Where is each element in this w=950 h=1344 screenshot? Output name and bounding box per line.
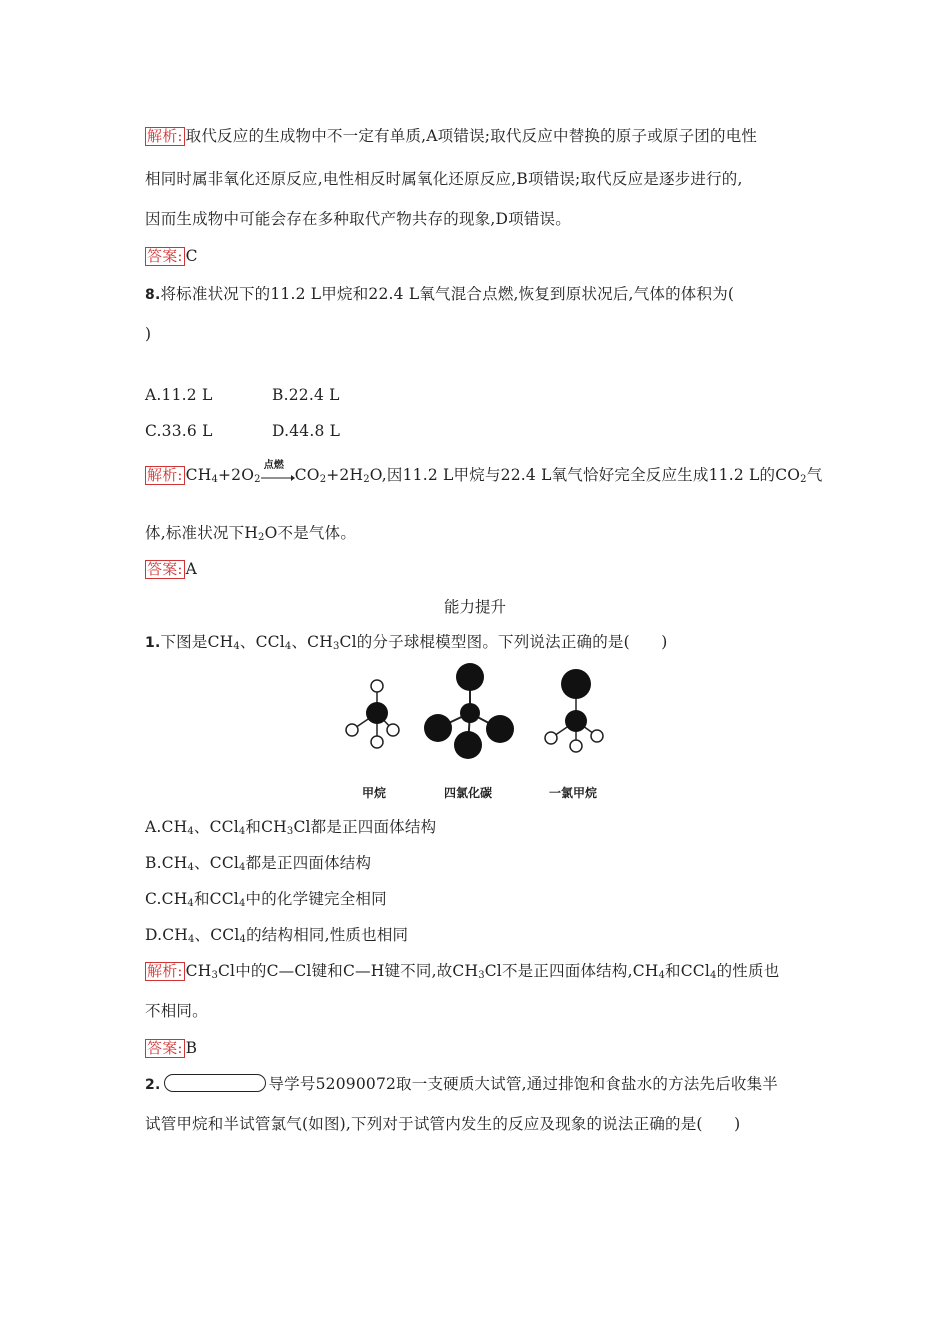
q8-analysis-line1: 解析: $CH_4+2O_2$ 点燃 $CO_2+2H_2O$,因11.2 L甲烷与22.4 L氧气恰好完全反应生成11.2 L的$CO_2$气 — [145, 465, 822, 485]
carbon-tetrachloride-model — [424, 663, 514, 759]
guide-number-badge — [164, 1074, 266, 1092]
q7-analysis-line3: 因而生成物中可能会存在多种取代产物共存的现象,D项错误。 — [145, 210, 571, 228]
analysis-tag: 解析: — [147, 127, 183, 145]
arrow-icon — [261, 475, 295, 481]
p1-analysis-line1: 解析: $CH_3Cl$中的C—Cl键和C—H键不同,故$CH_3Cl$不是正四面体结构$,CH_4$和CCl$_4$的性质也 — [147, 962, 780, 981]
question-number: 2. — [145, 1077, 161, 1093]
section-title: 能力提升 — [443, 598, 506, 616]
label-methane: 甲烷 — [362, 786, 387, 800]
methane-model — [346, 680, 399, 748]
q7-analysis-line1: 解析: 取代反应的生成物中不一定有单质,A项错误;取代反应中替换的原子或原子团的电性 — [147, 127, 758, 145]
p1-stem: 1.下图是$CH_4$、CCl$_4$、$CH_3Cl$的分子球棍模型图。下列说法正确的是( ) — [145, 633, 668, 652]
chloromethane-model — [545, 669, 603, 752]
answer-tag: 答案: — [147, 1039, 183, 1057]
p1-option-c: $C.CH_4$和CCl$_4$中的化学键完全相同 — [145, 890, 387, 909]
p2-stem-line1: 2. 导学号52090072取一支硬质大试管,通过排饱和食盐水的方法先后收集半 — [145, 1075, 778, 1093]
q8-answer: 答案: A — [147, 560, 198, 578]
q7-analysis-line2: 相同时属非氧化还原反应,电性相反时属氧化还原反应,B项错误;取代反应是逐步进行的, — [145, 170, 743, 188]
q8-option-b: B.22.4 L — [272, 386, 340, 404]
answer-tag: 答案: — [147, 560, 183, 578]
q8-option-c: C.33.6 L — [145, 422, 213, 440]
question-number: 8. — [145, 287, 161, 303]
q8-option-a: A.11.2 L — [145, 386, 213, 404]
p2-stem-line2: 试管甲烷和半试管氯气(如图),下列对于试管内发生的反应及现象的说法正确的是( ) — [145, 1115, 741, 1133]
q8-stem-line2: ) — [145, 325, 152, 343]
label-chloromethane: 一氯甲烷 — [549, 786, 598, 800]
question-number: 1. — [145, 635, 161, 651]
q7-answer: 答案: C — [147, 247, 198, 265]
ball-and-stick-figure — [330, 660, 620, 785]
q8-option-d: D.44.8 L — [272, 422, 341, 440]
p1-analysis-line2: 不相同。 — [145, 1002, 208, 1020]
p1-option-b: $B.CH_4$、CCl$_4$都是正四面体结构 — [145, 854, 372, 873]
q8-analysis-line2: 体,标准状况下$H_2O$不是气体。 — [145, 524, 357, 543]
analysis-tag: 解析: — [147, 962, 183, 980]
answer-tag: 答案: — [147, 247, 183, 265]
label-carbon-tetrachloride: 四氯化碳 — [444, 786, 493, 800]
p1-option-a: $A.CH_4$、CCl$_4$和$CH_3Cl$都是正四面体结构 — [145, 818, 437, 837]
p1-option-d: $D.CH_4$、CCl$_4$的结构相同,性质也相同 — [145, 926, 409, 945]
p1-answer: 答案: B — [147, 1039, 198, 1057]
reaction-condition: 点燃 — [263, 460, 285, 471]
reaction-arrow — [261, 460, 295, 485]
q8-stem-line1: 8.将标准状况下的11.2 L甲烷和22.4 L氧气混合点燃,恢复到原状况后,气体的体积为( — [145, 285, 735, 303]
analysis-tag: 解析: — [147, 466, 183, 484]
